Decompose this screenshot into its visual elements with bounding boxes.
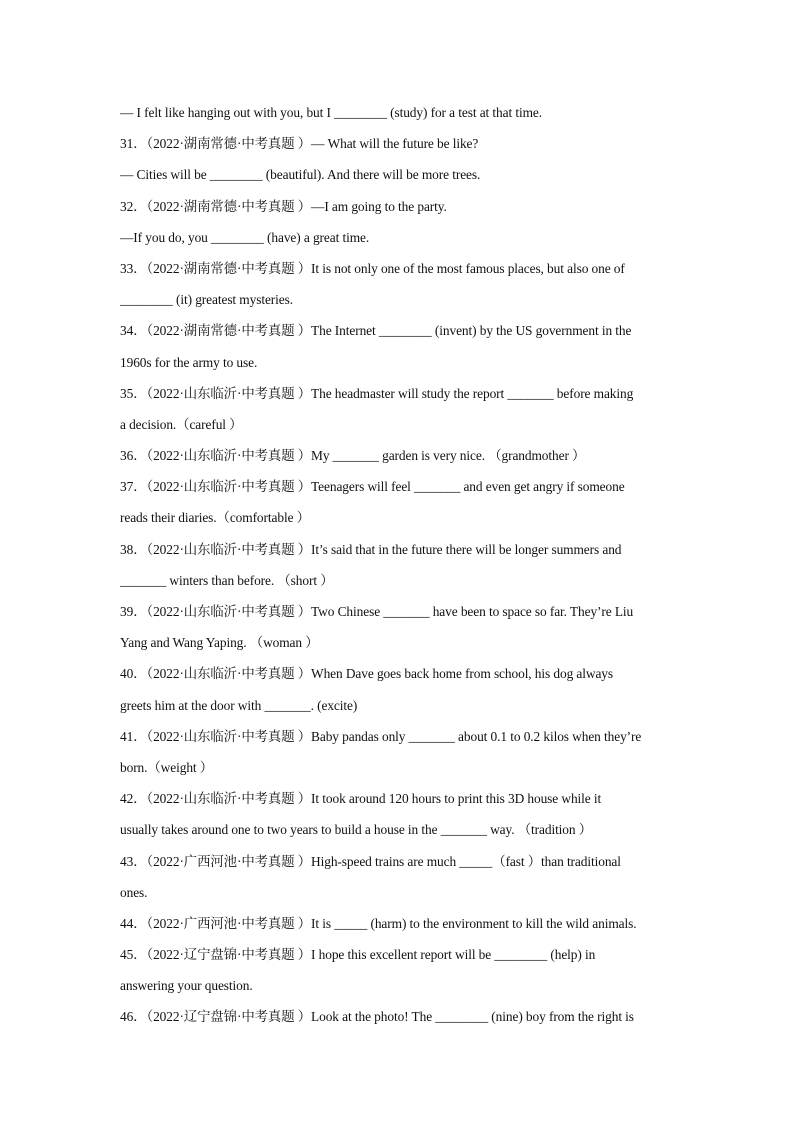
text-line: ones. <box>120 884 148 900</box>
question-40-line: 40．（2022·山东临沂·中考真题 ）When Dave goes back home from school, his dog always <box>120 666 613 682</box>
question-39-line: 39．（2022·山东临沂·中考真题 ）Two Chinese _______ have been to space so far. They’re Liu <box>120 604 634 619</box>
document-page <box>120 97 690 1033</box>
text-line: 1960s for the army to use. <box>120 354 258 370</box>
text-line: usually takes around one to two years to build a house in the _______ way. （tradition ） <box>120 822 593 838</box>
text-line: reads their diaries.（comfortable ） <box>120 510 310 526</box>
question-31-line: 31．（2022·湖南常德·中考真题 ）— What will the future be like? <box>120 136 479 152</box>
text-line: answering your question. <box>120 978 253 994</box>
text-line: — I felt like hanging out with you, but I ________ (study) for a test at that time. <box>120 105 542 120</box>
text-line: ________ (it) greatest mysteries. <box>120 292 293 308</box>
question-35-line: 35．（2022·山东临沂·中考真题 ）The headmaster will study the report _______ before making <box>120 385 634 401</box>
text-line: a decision.（careful ） <box>120 416 243 432</box>
question-38-line: 38．（2022·山东临沂·中考真题 ）It’s said that in the future there will be longer summers and <box>120 541 622 557</box>
question-45-line: 45．（2022·辽宁盘锦·中考真题 ）I hope this excellent report will be ________ (help) in <box>120 947 596 963</box>
question-33-line: 33．（2022·湖南常德·中考真题 ）It is not only one of the most famous places, but also one of <box>120 260 625 276</box>
text-line: _______ winters than before. （short ） <box>120 572 334 588</box>
text-line: greets him at the door with _______. (excite) <box>120 697 358 713</box>
question-32-line: 32．（2022·湖南常德·中考真题 ）—I am going to the party. <box>120 198 447 214</box>
question-42-line: 42．（2022·山东临沂·中考真题 ）It took around 120 hours to print this 3D house while it <box>120 791 602 807</box>
question-43-line: 43．（2022·广西河池·中考真题 ）High-speed trains are much _____（fast ）than traditional <box>120 853 621 869</box>
question-36-line: 36．（2022·山东临沂·中考真题 ）My _______ garden is very nice. （grandmother ） <box>120 448 586 464</box>
text-line: — Cities will be ________ (beautiful). And there will be more trees. <box>120 167 481 183</box>
text-line: —If you do, you ________ (have) a great time. <box>120 229 370 245</box>
question-34-line: 34．（2022·湖南常德·中考真题 ）The Internet ________ (invent) by the US government in the <box>120 323 632 339</box>
question-44-line: 44．（2022·广西河池·中考真题 ）It is _____ (harm) to the environment to kill the wild animals. <box>120 915 637 931</box>
text-line: Yang and Wang Yaping. （woman ） <box>120 635 319 651</box>
question-37-line: 37．（2022·山东临沂·中考真题 ）Teenagers will feel _______ and even get angry if someone <box>120 479 625 495</box>
question-46-line: 46．（2022·辽宁盘锦·中考真题 ）Look at the photo! The ________ (nine) boy from the right is <box>120 1009 634 1025</box>
text-line: born.（weight ） <box>120 759 214 775</box>
question-41-line: 41．（2022·山东临沂·中考真题 ）Baby pandas only _______ about 0.1 to 0.2 kilos when they’re <box>120 728 642 744</box>
